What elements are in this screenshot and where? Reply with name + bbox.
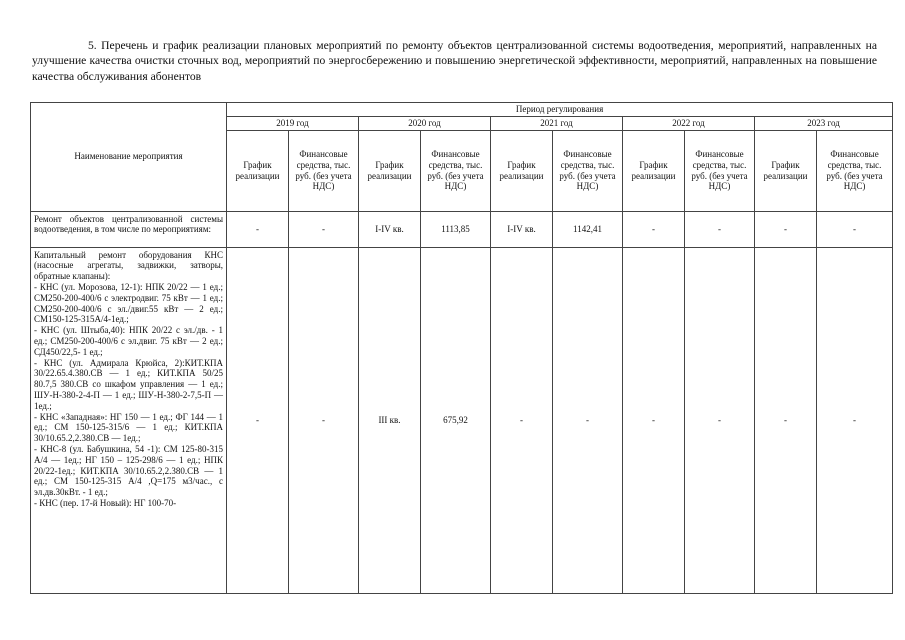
section-heading-text: 5. Перечень и график реализации плановых мероприятий по ремонту объектов централизованной системы водоотведения, мероприятий, направленных на улучшение качества очистки сточных вод, мероприятий по энергосбережению и повышению энергетической эффективности, мероприятий, направленных на повышение качества обслуживания абонентов bbox=[32, 39, 877, 83]
plan-table bbox=[30, 102, 893, 594]
table-cell: - bbox=[817, 247, 893, 593]
table-cell: 675,92 bbox=[421, 247, 491, 593]
table-cell: - bbox=[491, 247, 553, 593]
schedule-subheader: График реализации bbox=[755, 130, 817, 211]
table-cell: - bbox=[289, 211, 359, 247]
finance-subheader: Финансовые средства, тыс. руб. (без учета НДС) bbox=[553, 130, 623, 211]
table-cell: 1142,41 bbox=[553, 211, 623, 247]
table-cell: III кв. bbox=[359, 247, 421, 593]
table-cell: - bbox=[623, 211, 685, 247]
finance-subheader: Финансовые средства, тыс. руб. (без учета НДС) bbox=[289, 130, 359, 211]
year-header: 2021 год bbox=[491, 116, 623, 130]
table-cell: - bbox=[755, 211, 817, 247]
schedule-subheader: График реализации bbox=[359, 130, 421, 211]
table-row bbox=[31, 211, 893, 247]
year-header: 2022 год bbox=[623, 116, 755, 130]
table-cell: - bbox=[755, 247, 817, 593]
table-row bbox=[31, 247, 893, 593]
table-cell: - bbox=[227, 247, 289, 593]
table-cell: 1113,85 bbox=[421, 211, 491, 247]
table-cell: - bbox=[817, 211, 893, 247]
table-cell: I-IV кв. bbox=[359, 211, 421, 247]
finance-subheader: Финансовые средства, тыс. руб. (без учета НДС) bbox=[421, 130, 491, 211]
period-header: Период регулирования bbox=[227, 103, 893, 117]
table-cell: - bbox=[685, 247, 755, 593]
schedule-subheader: График реализации bbox=[623, 130, 685, 211]
section-heading bbox=[32, 38, 877, 84]
year-header: 2020 год bbox=[359, 116, 491, 130]
schedule-subheader: График реализации bbox=[227, 130, 289, 211]
schedule-subheader: График реализации bbox=[491, 130, 553, 211]
name-column-header: Наименование мероприятия bbox=[31, 103, 227, 212]
activity-name: Ремонт объектов централизованной системы водоотведения, в том числе по мероприятиям: bbox=[31, 211, 227, 247]
finance-subheader: Финансовые средства, тыс. руб. (без учета НДС) bbox=[817, 130, 893, 211]
finance-subheader: Финансовые средства, тыс. руб. (без учета НДС) bbox=[685, 130, 755, 211]
table-cell: I-IV кв. bbox=[491, 211, 553, 247]
table-cell: - bbox=[685, 211, 755, 247]
table-cell: - bbox=[553, 247, 623, 593]
table-cell: - bbox=[623, 247, 685, 593]
year-header: 2023 год bbox=[755, 116, 893, 130]
activity-name: Капитальный ремонт оборудования КНС (насосные агрегаты, задвижки, затворы, обратные клапаны): - КНС (ул. Морозова, 12-1): НПК 20/22 — 1 ед.; СМ250-200-400/6 с электродвиг. 75 кВт — 1 ед.; СМ250-200-400/6 с эл./двиг.55 кВт — 2 ед.; СМ150-125-315А/4-1ед.; - КНС (ул. Штыба,40): НПК 20/22 с эл./дв. - 1 ед.; СМ250-200-400/6 с эл.двиг. 75 кВт — 2 ед.; СД450/22,5- 1 ед.; - КНС (ул. Адмирала Крюйса, 2):КИТ.КПА 30/22.65.4.380.СВ — 1 ед.; КИТ.КПА 50/25 80.7,5 380.СВ со шкафом управления — 1 ед.; ШУ-Н-380-2-4-П — 1 ед.; ШУ-Н-380-2-7,5-П — 1ед.; - КНС «Западная»: НГ 150 — 1 ед.; ФГ 144 — 1 ед.; СМ 150-125-315/6 — 1 ед.; КИТ.КПА 30/10.65.2,2.380.СВ — 1ед.; - КНС-8 (ул. Бабушкина, 54 -1): СМ 125-80-315 А/4 — 1ед.; НГ 150 – 125-298/6 — 1 ед.; НПК 20/22-1ед.; КИТ.КПА 30/10.65.2,2.380.СВ — 1 ед.; СМ 150-125-315 А/4 ,Q=175 м3/час., с эл.дв.30кВт. - 1 ед.; - КНС (пер. 17-й Новый): НГ 100-70- bbox=[31, 247, 227, 593]
year-header: 2019 год bbox=[227, 116, 359, 130]
table-cell: - bbox=[227, 211, 289, 247]
table-cell: - bbox=[289, 247, 359, 593]
